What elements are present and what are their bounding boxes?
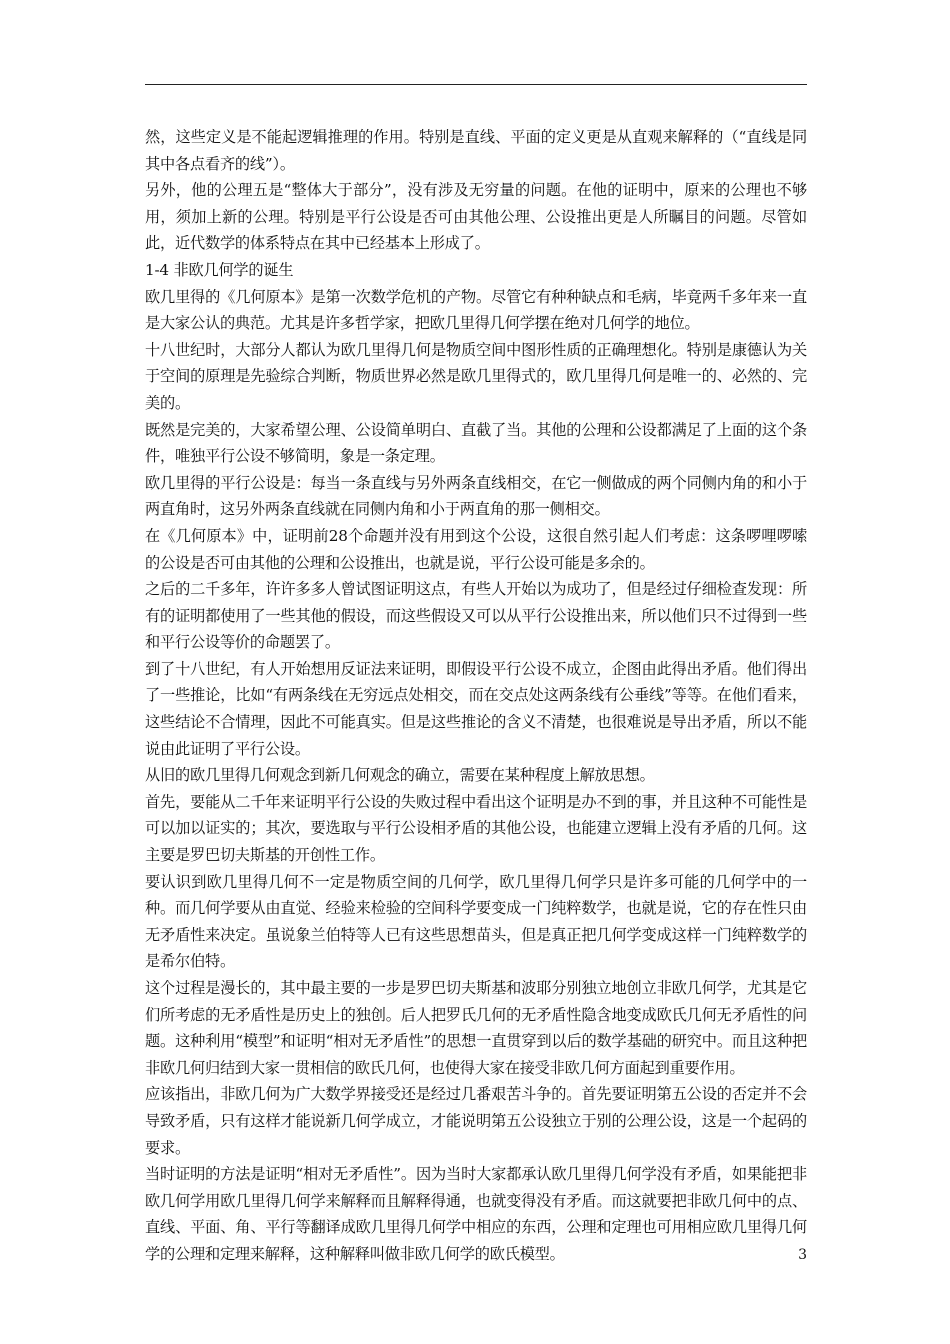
header-rule [145,84,807,85]
paragraph: 到了十八世纪，有人开始想用反证法来证明，即假设平行公设不成立，企图由此得出矛盾。他们得出了一些推论，比如“有两条线在无穷远点处相交，而在交点处这两条线有公垂线”等等。在他们看来，这些结论不合情理，因此不可能真实。但是这些推论的含义不清楚，也很难说是导出矛盾，所以不能说由此证明了平行公设。 [145,659,807,758]
paragraph: 当时证明的方法是证明“相对无矛盾性”。因为当时大家都承认欧几里得几何学没有矛盾，如果能把非欧几何学用欧几里得几何学来解释而且解释得通，也就变得没有矛盾。而这就要把非欧几何中的点、直线、平面、角、平行等翻译成欧几里得几何学中相应的东西，公理和定理也可用相应欧几里得几何学的公理和定理来解释，这种解释叫做非欧几何学的欧氏模型。 [145,1165,807,1263]
paragraph: 在《几何原本》中，证明前28个命题并没有用到这个公设，这很自然引起人们考虑：这条啰哩啰嗦的公设是否可由其他的公理和公设推出，也就是说，平行公设可能是多余的。 [145,526,807,572]
paragraph: 既然是完美的，大家希望公理、公设简单明白、直截了当。其他的公理和公设都满足了上面的这个条件，唯独平行公设不够简明，象是一条定理。 [145,420,807,466]
paragraph: 这个过程是漫长的，其中最主要的一步是罗巴切夫斯基和波耶分别独立地创立非欧几何学，尤其是它们所考虑的无矛盾性是历史上的独创。后人把罗氏几何的无矛盾性隐含地变成欧氏几何无矛盾性的问题。这种利用“模型”和证明“相对无矛盾性”的思想一直贯穿到以后的数学基础的研究中。而且这种把非欧几何归结到大家一贯相信的欧氏几何，也使得大家在接受非欧几何方面起到重要作用。 [145,979,807,1077]
paragraph: 欧几里得的《几何原本》是第一次数学危机的产物。尽管它有种种缺点和毛病，毕竟两千多年来一直是大家公认的典范。尤其是许多哲学家，把欧几里得几何学摆在绝对几何学的地位。 [145,287,807,333]
document-body [145,124,807,1268]
paragraph: 应该指出，非欧几何为广大数学界接受还是经过几番艰苦斗争的。首先要证明第五公设的否定并不会导致矛盾，只有这样才能说新几何学成立，才能说明第五公设独立于别的公理公设，这是一个起码的要求。 [145,1085,807,1157]
paragraph: 从旧的欧几里得几何观念到新几何观念的确立，需要在某种程度上解放思想。 [145,766,655,785]
paragraph: 十八世纪时，大部分人都认为欧几里得几何是物质空间中图形性质的正确理想化。特别是康德认为关于空间的原理是先验综合判断，物质世界必然是欧几里得式的，欧几里得几何是唯一的、必然的、完美的。 [145,340,807,412]
page-number: 3 [798,1247,807,1263]
paragraph: 之后的二千多年，许许多多人曾试图证明这点，有些人开始以为成功了，但是经过仔细检查发现：所有的证明都使用了一些其他的假设，而这些假设又可以从平行公设推出来，所以他们只不过得到一些和平行公设等价的命题罢了。 [145,580,807,652]
section-heading: 1-4 非欧几何学的诞生 [145,260,294,279]
paragraph: 首先，要能从二千年来证明平行公设的失败过程中看出这个证明是办不到的事，并且这种不可能性是可以加以证实的；其次，要选取与平行公设相矛盾的其他公设，也能建立逻辑上没有矛盾的几何。这主要是罗巴切夫斯基的开创性工作。 [145,792,807,865]
paragraph: 要认识到欧几里得几何不一定是物质空间的几何学，欧几里得几何学只是许多可能的几何学中的一种。而几何学要从由直觉、经验来检验的空间科学要变成一门纯粹数学，也就是说，它的存在性只由无矛盾性来决定。虽说象兰伯特等人已有这些思想苗头，但是真正把几何学变成这样一门纯粹数学的是希尔伯特。 [145,872,807,971]
paragraph: 然，这些定义是不能起逻辑推理的作用。特别是直线、平面的定义更是从直观来解释的（“直线是同其中各点看齐的线”）。 [145,128,807,173]
paragraph: 欧几里得的平行公设是：每当一条直线与另外两条直线相交，在它一侧做成的两个同侧内角的和小于两直角时，这另外两条直线就在同侧内角和小于两直角的那一侧相交。 [145,473,807,519]
paragraph: 另外，他的公理五是“整体大于部分”，没有涉及无穷量的问题。在他的证明中，原来的公理也不够用，须加上新的公理。特别是平行公设是否可由其他公理、公设推出更是人所瞩目的问题。尽管如此，近代数学的体系特点在其中已经基本上形成了。 [145,181,807,253]
